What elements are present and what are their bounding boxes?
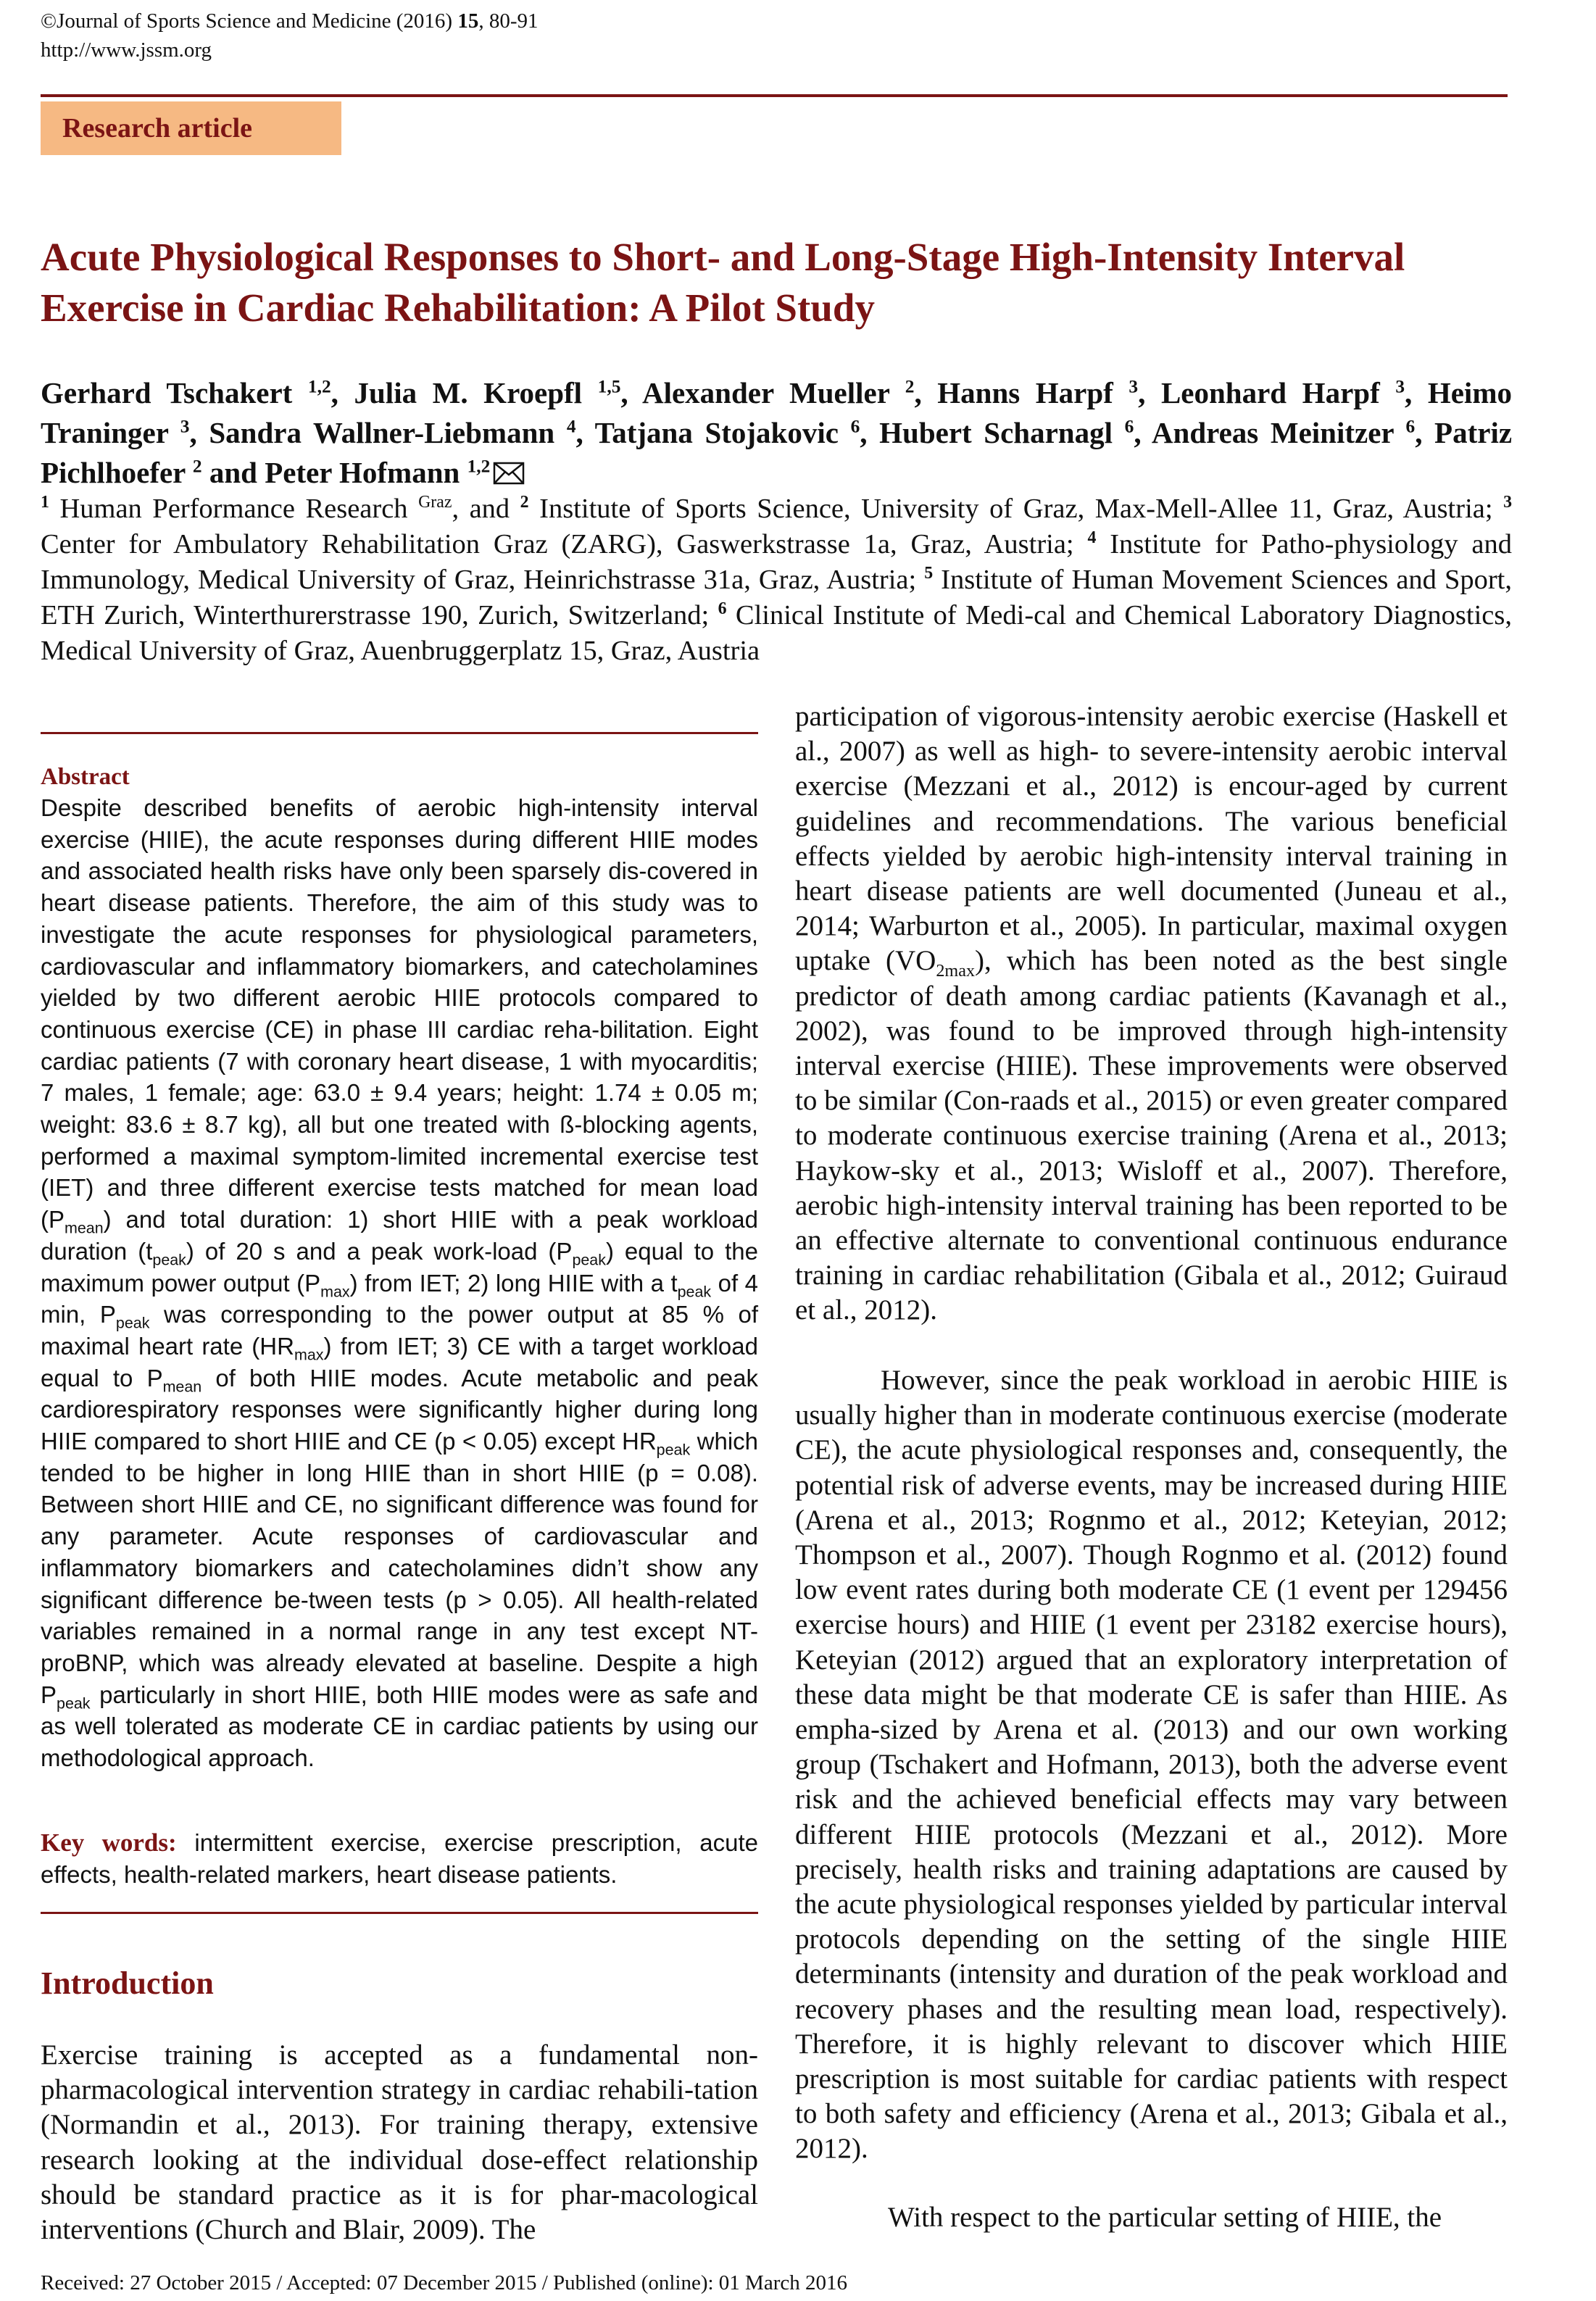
subscript: mean bbox=[65, 1219, 104, 1237]
affiliation-number: 5 bbox=[924, 564, 934, 583]
keywords-divider bbox=[41, 1912, 758, 1914]
introduction-paragraph bbox=[795, 699, 1508, 1328]
journal-name: ©Journal of Sports Science and Medicine (2016) bbox=[41, 9, 458, 33]
keywords-text: intermittent exercise, exercise prescription, acute effects, health-related markers, heart disease patients. bbox=[41, 1829, 758, 1888]
abstract-text: ) and total duration: 1) short HIIE with a peak workload duration (t bbox=[41, 1206, 758, 1265]
subscript: max bbox=[320, 1283, 350, 1301]
journal-url[interactable]: http://www.jssm.org bbox=[41, 38, 212, 62]
body-text: ), which has been noted as the best single predictor of death among cardiac patients (Kavanagh et al., 2002), was found to be improved through high-intensity interval exercise (HIIE). These improvements were observed to be similar (Con-raads et al., 2015) or even greater compared to moderate continuous exercise training (Arena et al., 2013; Haykow-sky et al., 2013; Wisloff et al., 2007). Therefore, aerobic high-intensity interval training has been reported to be an effective alternate to conventional continuous endurance training in cardiac rehabilitation (Gibala et al., 2012; Guiraud et al., 2012). bbox=[795, 945, 1508, 1326]
author-affiliation-mark: 6 bbox=[1405, 416, 1416, 437]
subscript: mean bbox=[162, 1378, 202, 1396]
author-name: , Hubert Scharnagl bbox=[860, 416, 1113, 449]
author-name: , Leonhard Harpf bbox=[1138, 376, 1380, 409]
keywords bbox=[41, 1827, 758, 1890]
keywords-label: Key words: bbox=[41, 1828, 177, 1857]
abstract-divider bbox=[41, 732, 758, 734]
header-divider bbox=[41, 94, 1508, 97]
author-affiliation-mark: 4 bbox=[566, 416, 576, 437]
affiliation-text: Clinical Institute of Medi-cal and Chemical Laboratory Diagnostics, Medical University of Graz, Auenbruggerplatz 15, Graz, Austria bbox=[41, 600, 1512, 666]
author-affiliation-mark: 3 bbox=[1129, 376, 1139, 397]
abstract-text: particularly in short HIIE, both HIIE modes were as safe and as well tolerated as moderate CE in cardiac patients by using our methodological approach. bbox=[41, 1681, 758, 1772]
introduction-paragraph: However, since the peak workload in aerobic HIIE is usually higher than in moderate continuous exercise (moderate CE), the acute physiological responses and, consequently, the potential risk of adverse events, may be increased during HIIE (Arena et al., 2013; Rognmo et al., 2012; Keteyian, 2012; Thompson et al., 2007). Though Rognmo et al. (2012) found low event rates during both moderate CE (1 event per 129456 exercise hours) and HIIE (1 event per 23182 exercise hours), Keteyian (2012) argued that an exploratory interpretation of these data might be that moderate CE is safer than HIIE. As empha-sized by Arena et al. (2013) and our own working group (Tschakert and Hofmann, 2013), both the adverse event risk and the achieved beneficial effects may vary between different HIIE protocols (Mezzani et al., 2012). More precisely, health risks and training adaptations are caused by the acute physiological responses yielded by particular interval protocols depending on the setting of the single HIIE determinants (intensity and duration of the peak workload and recovery phases and the resulting mean load, respectively). Therefore, it is highly relevant to discover which HIIE prescription is most suitable for cardiac patients with respect to both safety and efficiency (Arena et al., 2013; Gibala et al., 2012). bbox=[795, 1365, 1508, 2165]
author-name: , Patriz Pichlhoefer bbox=[41, 416, 1513, 489]
author-name: , Tatjana Stojakovic bbox=[575, 416, 839, 449]
author-list bbox=[41, 373, 1512, 493]
author-name: and Peter Hofmann bbox=[201, 456, 460, 489]
introduction-heading: Introduction bbox=[41, 1965, 214, 2001]
journal-pages: , 80-91 bbox=[478, 9, 539, 33]
author-affiliation-mark: 1,2 bbox=[307, 376, 331, 397]
author-affiliation-mark: 6 bbox=[850, 416, 860, 437]
author-name: , Andreas Meinitzer bbox=[1134, 416, 1394, 449]
subscript: peak bbox=[57, 1694, 91, 1713]
journal-volume: 15 bbox=[457, 9, 479, 33]
abstract-heading: Abstract bbox=[41, 764, 130, 790]
abstract-text: of both HIIE modes. Acute metabolic and peak cardiorespiratory responses were significantly higher during long HIIE compared to short HIIE and CE (p < 0.05) except HR bbox=[41, 1364, 758, 1455]
article-title: Acute Physiological Responses to Short- and Long-Stage High-Intensity Interval Exercise in Cardiac Rehabilitation: A Pilot Study bbox=[41, 235, 1405, 330]
author-name: Gerhard Tschakert bbox=[41, 376, 293, 409]
abstract-text: ) from IET; 3) CE with a target workload equal to P bbox=[41, 1332, 758, 1391]
abstract-text: which tended to be higher in long HIIE than in short HIIE (p = 0.08). Between short HIIE and CE, no significant difference was found for any parameter. Acute responses of cardiovascular and inflammatory biomarkers and catecholamines didn’t show any significant difference be-tween tests (p > 0.05). All health-related variables remained in a normal range in any test except NT-proBNP, which was already elevated at baseline. Despite a high P bbox=[41, 1428, 758, 1708]
affiliation-text: , and bbox=[452, 494, 520, 524]
journal-citation bbox=[41, 9, 539, 33]
affiliation-number: 4 bbox=[1087, 528, 1097, 548]
affiliation-number: 3 bbox=[1503, 493, 1512, 512]
subscript: max bbox=[294, 1346, 324, 1364]
publication-dates: Received: 27 October 2015 / Accepted: 07 December 2015 / Published (online): 01 March 2016 bbox=[41, 2271, 847, 2294]
affiliation-text: Institute of Human Movement Sciences and Sport, ETH Zurich, Winterthurerstrasse 190, Zurich, Switzerland; bbox=[41, 565, 1512, 631]
author-affiliation-mark: 2 bbox=[192, 456, 202, 477]
author-affiliation-mark: 2 bbox=[905, 376, 915, 397]
abstract-text: was corresponding to the power output at 85 % of maximal heart rate (HR bbox=[41, 1301, 758, 1360]
affiliation-text: Center for Ambulatory Rehabilitation Graz (ZARG), Gaswerkstrasse 1a, Graz, Austria; bbox=[41, 529, 1088, 559]
subscript: peak bbox=[656, 1441, 691, 1459]
abstract-text: Despite described benefits of aerobic high-intensity interval exercise (HIIE), the acute responses during different HIIE modes and associated health risks have only been sparsely dis-covered in heart disease patients. Therefore, the aim of this study was to investigate the acute responses for physiological parameters, cardiovascular and inflammatory biomarkers, and catecholamines yielded by two different aerobic HIIE protocols compared to continuous exercise (CE) in phase III cardiac reha-bilitation. Eight cardiac patients (7 with coronary heart disease, 1 with myocarditis; 7 males, 1 female; age: 63.0 ± 9.4 years; height: 1.74 ± 0.05 m; weight: 83.6 ± 8.7 kg), all but one treated with ß-blocking agents, performed a maximal symptom-limited incremental exercise test (IET) and three different exercise tests matched for mean load (P bbox=[41, 794, 758, 1233]
author-name: , Heimo Traninger bbox=[41, 376, 1512, 449]
author-affiliation-mark: 3 bbox=[1395, 376, 1405, 397]
body-text: participation of vigorous-intensity aerobic exercise (Haskell et al., 2007) as well as high- to severe-intensity aerobic interval exercise (Mezzani et al., 2012) is encour-aged by current guidelines and recommendations. The various beneficial effects yielded by aerobic high-intensity interval training in heart disease patients are well documented (Juneau et al., 2014; Warburton et al., 2005). In particular, maximal oxygen uptake (VO bbox=[795, 701, 1508, 977]
author-name: , Julia M. Kroepfl bbox=[331, 376, 583, 409]
subscript: peak bbox=[677, 1283, 712, 1301]
author-affiliation-mark: 6 bbox=[1124, 416, 1134, 437]
abstract-text: ) equal to the maximum power output (P bbox=[41, 1237, 758, 1297]
subscript: 2max bbox=[936, 961, 976, 981]
affiliation-text: Institute for Patho-physiology and Immunology, Medical University of Graz, Heinrichstrasse 31a, Graz, Austria; bbox=[41, 529, 1512, 595]
author-affiliation-mark: 3 bbox=[180, 416, 190, 437]
subscript: peak bbox=[115, 1314, 150, 1332]
affiliation-superscript: Graz bbox=[418, 493, 452, 512]
affiliation-text: Institute of Sports Science, University of Graz, Max-Mell-Allee 11, Graz, Austria; bbox=[528, 494, 1504, 524]
envelope-icon[interactable] bbox=[493, 462, 525, 485]
author-affiliation-mark: 1,2 bbox=[467, 456, 491, 477]
affiliations bbox=[41, 491, 1512, 669]
author-name: , Alexander Mueller bbox=[620, 376, 890, 409]
abstract-text: ) from IET; 2) long HIIE with a t bbox=[349, 1269, 678, 1297]
author-name: , Sandra Wallner-Liebmann bbox=[189, 416, 555, 449]
abstract-text: ) of 20 s and a peak work-load (P bbox=[186, 1237, 573, 1265]
abstract-body bbox=[41, 792, 758, 1774]
affiliation-number: 2 bbox=[520, 493, 529, 512]
author-affiliation-mark: 1,5 bbox=[597, 376, 621, 397]
abstract-text: of 4 min, P bbox=[41, 1269, 758, 1328]
introduction-paragraph: With respect to the particular setting of HIIE, the bbox=[888, 2202, 1442, 2233]
article-type-badge: Research article bbox=[41, 101, 341, 155]
introduction-paragraph: Exercise training is accepted as a fundamental non-pharmacological intervention strategy in cardiac rehabili-tation (Normandin et al., 2013). For training therapy, extensive research looking at the individual dose-effect relationship should be standard practice as it is for phar-macological interventions (Church and Blair, 2009). The bbox=[41, 2039, 758, 2246]
affiliation-number: 1 bbox=[41, 493, 49, 512]
subscript: peak bbox=[572, 1251, 606, 1269]
affiliation-text: Human Performance Research bbox=[49, 494, 419, 524]
affiliation-number: 6 bbox=[718, 599, 727, 619]
author-name: , Hanns Harpf bbox=[914, 376, 1113, 409]
subscript: peak bbox=[152, 1251, 186, 1269]
